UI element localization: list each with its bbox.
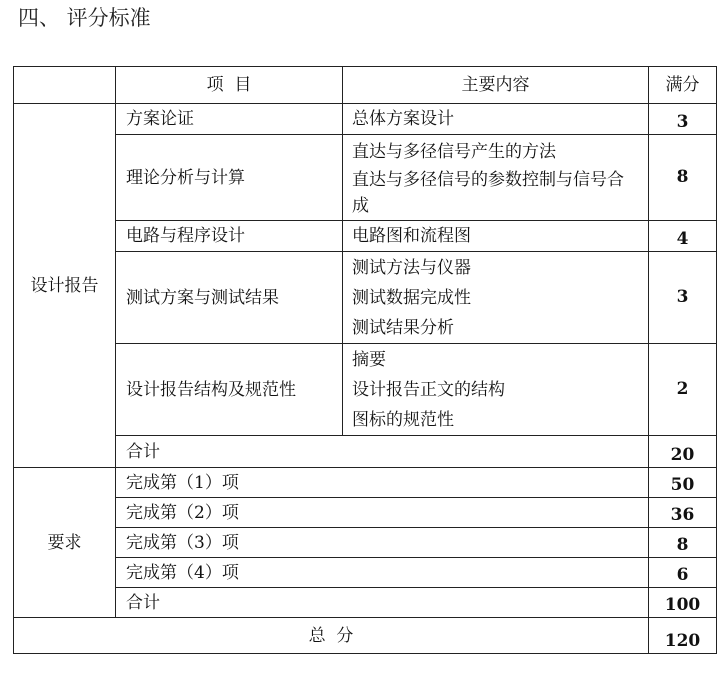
- content-line: 测试数据完成性: [352, 287, 471, 308]
- table-row: [14, 221, 717, 252]
- content-cell: [343, 104, 649, 135]
- content-line: 电路图和流程图: [352, 226, 471, 246]
- item-cell: 完成第（3）项: [116, 528, 649, 558]
- section-heading: 四、 评分标准: [18, 6, 151, 30]
- item-cell: 完成第（1）项: [116, 468, 649, 498]
- item-cell: 电路与程序设计: [116, 221, 343, 252]
- content-line: 总体方案设计: [352, 109, 454, 129]
- item-cell: 设计报告结构及规范性: [116, 344, 343, 436]
- table-row: [14, 104, 717, 135]
- score-cell: 3: [649, 252, 717, 344]
- grand-total-score: 120: [649, 618, 717, 654]
- table-row: [14, 468, 717, 498]
- table-row: [14, 498, 717, 528]
- table-row: [14, 528, 717, 558]
- score-cell: 50: [649, 468, 717, 498]
- item-cell: 完成第（4）项: [116, 558, 649, 588]
- subtotal-score: 20: [649, 436, 717, 468]
- content-line: 直达与多径信号产生的方法: [352, 141, 556, 162]
- header-score: 满分: [649, 67, 717, 104]
- header-item: 项 目: [116, 67, 343, 104]
- content-cell: [343, 344, 649, 436]
- item-cell: 方案论证: [116, 104, 343, 135]
- content-cell: [343, 135, 649, 221]
- table-row: [14, 558, 717, 588]
- item-cell: 理论分析与计算: [116, 135, 343, 221]
- subtotal-score: 100: [649, 588, 717, 618]
- content-line: 直达与多径信号的参数控制与信号合成: [352, 169, 624, 216]
- subtotal-row: [14, 588, 717, 618]
- header-category: [14, 67, 116, 104]
- score-cell: 4: [649, 221, 717, 252]
- content-line: 图标的规范性: [352, 409, 454, 430]
- score-cell: 6: [649, 558, 717, 588]
- score-cell: 8: [649, 528, 717, 558]
- scoring-table: [13, 66, 717, 654]
- content-cell: [343, 221, 649, 252]
- score-cell: 3: [649, 104, 717, 135]
- table-row: [14, 252, 717, 344]
- content-line: 测试方法与仪器: [352, 257, 471, 278]
- content-line: 测试结果分析: [352, 317, 454, 338]
- item-cell: 测试方案与测试结果: [116, 252, 343, 344]
- header-row: [14, 67, 717, 104]
- item-cell: 完成第（2）项: [116, 498, 649, 528]
- header-content: 主要内容: [343, 67, 649, 104]
- content-cell: [343, 252, 649, 344]
- content-line: 摘要: [352, 349, 386, 370]
- category-requirements: 要求: [14, 468, 116, 618]
- category-report: 设计报告: [14, 104, 116, 468]
- grand-total-label: 总 分: [14, 618, 649, 654]
- score-cell: 8: [649, 135, 717, 221]
- subtotal-row: [14, 436, 717, 468]
- score-cell: 2: [649, 344, 717, 436]
- score-cell: 36: [649, 498, 717, 528]
- subtotal-label: 合计: [116, 588, 649, 618]
- subtotal-label: 合计: [116, 436, 649, 468]
- grand-total-row: [14, 618, 717, 654]
- table-row: [14, 344, 717, 436]
- content-line: 设计报告正文的结构: [352, 379, 505, 400]
- table-row: [14, 135, 717, 221]
